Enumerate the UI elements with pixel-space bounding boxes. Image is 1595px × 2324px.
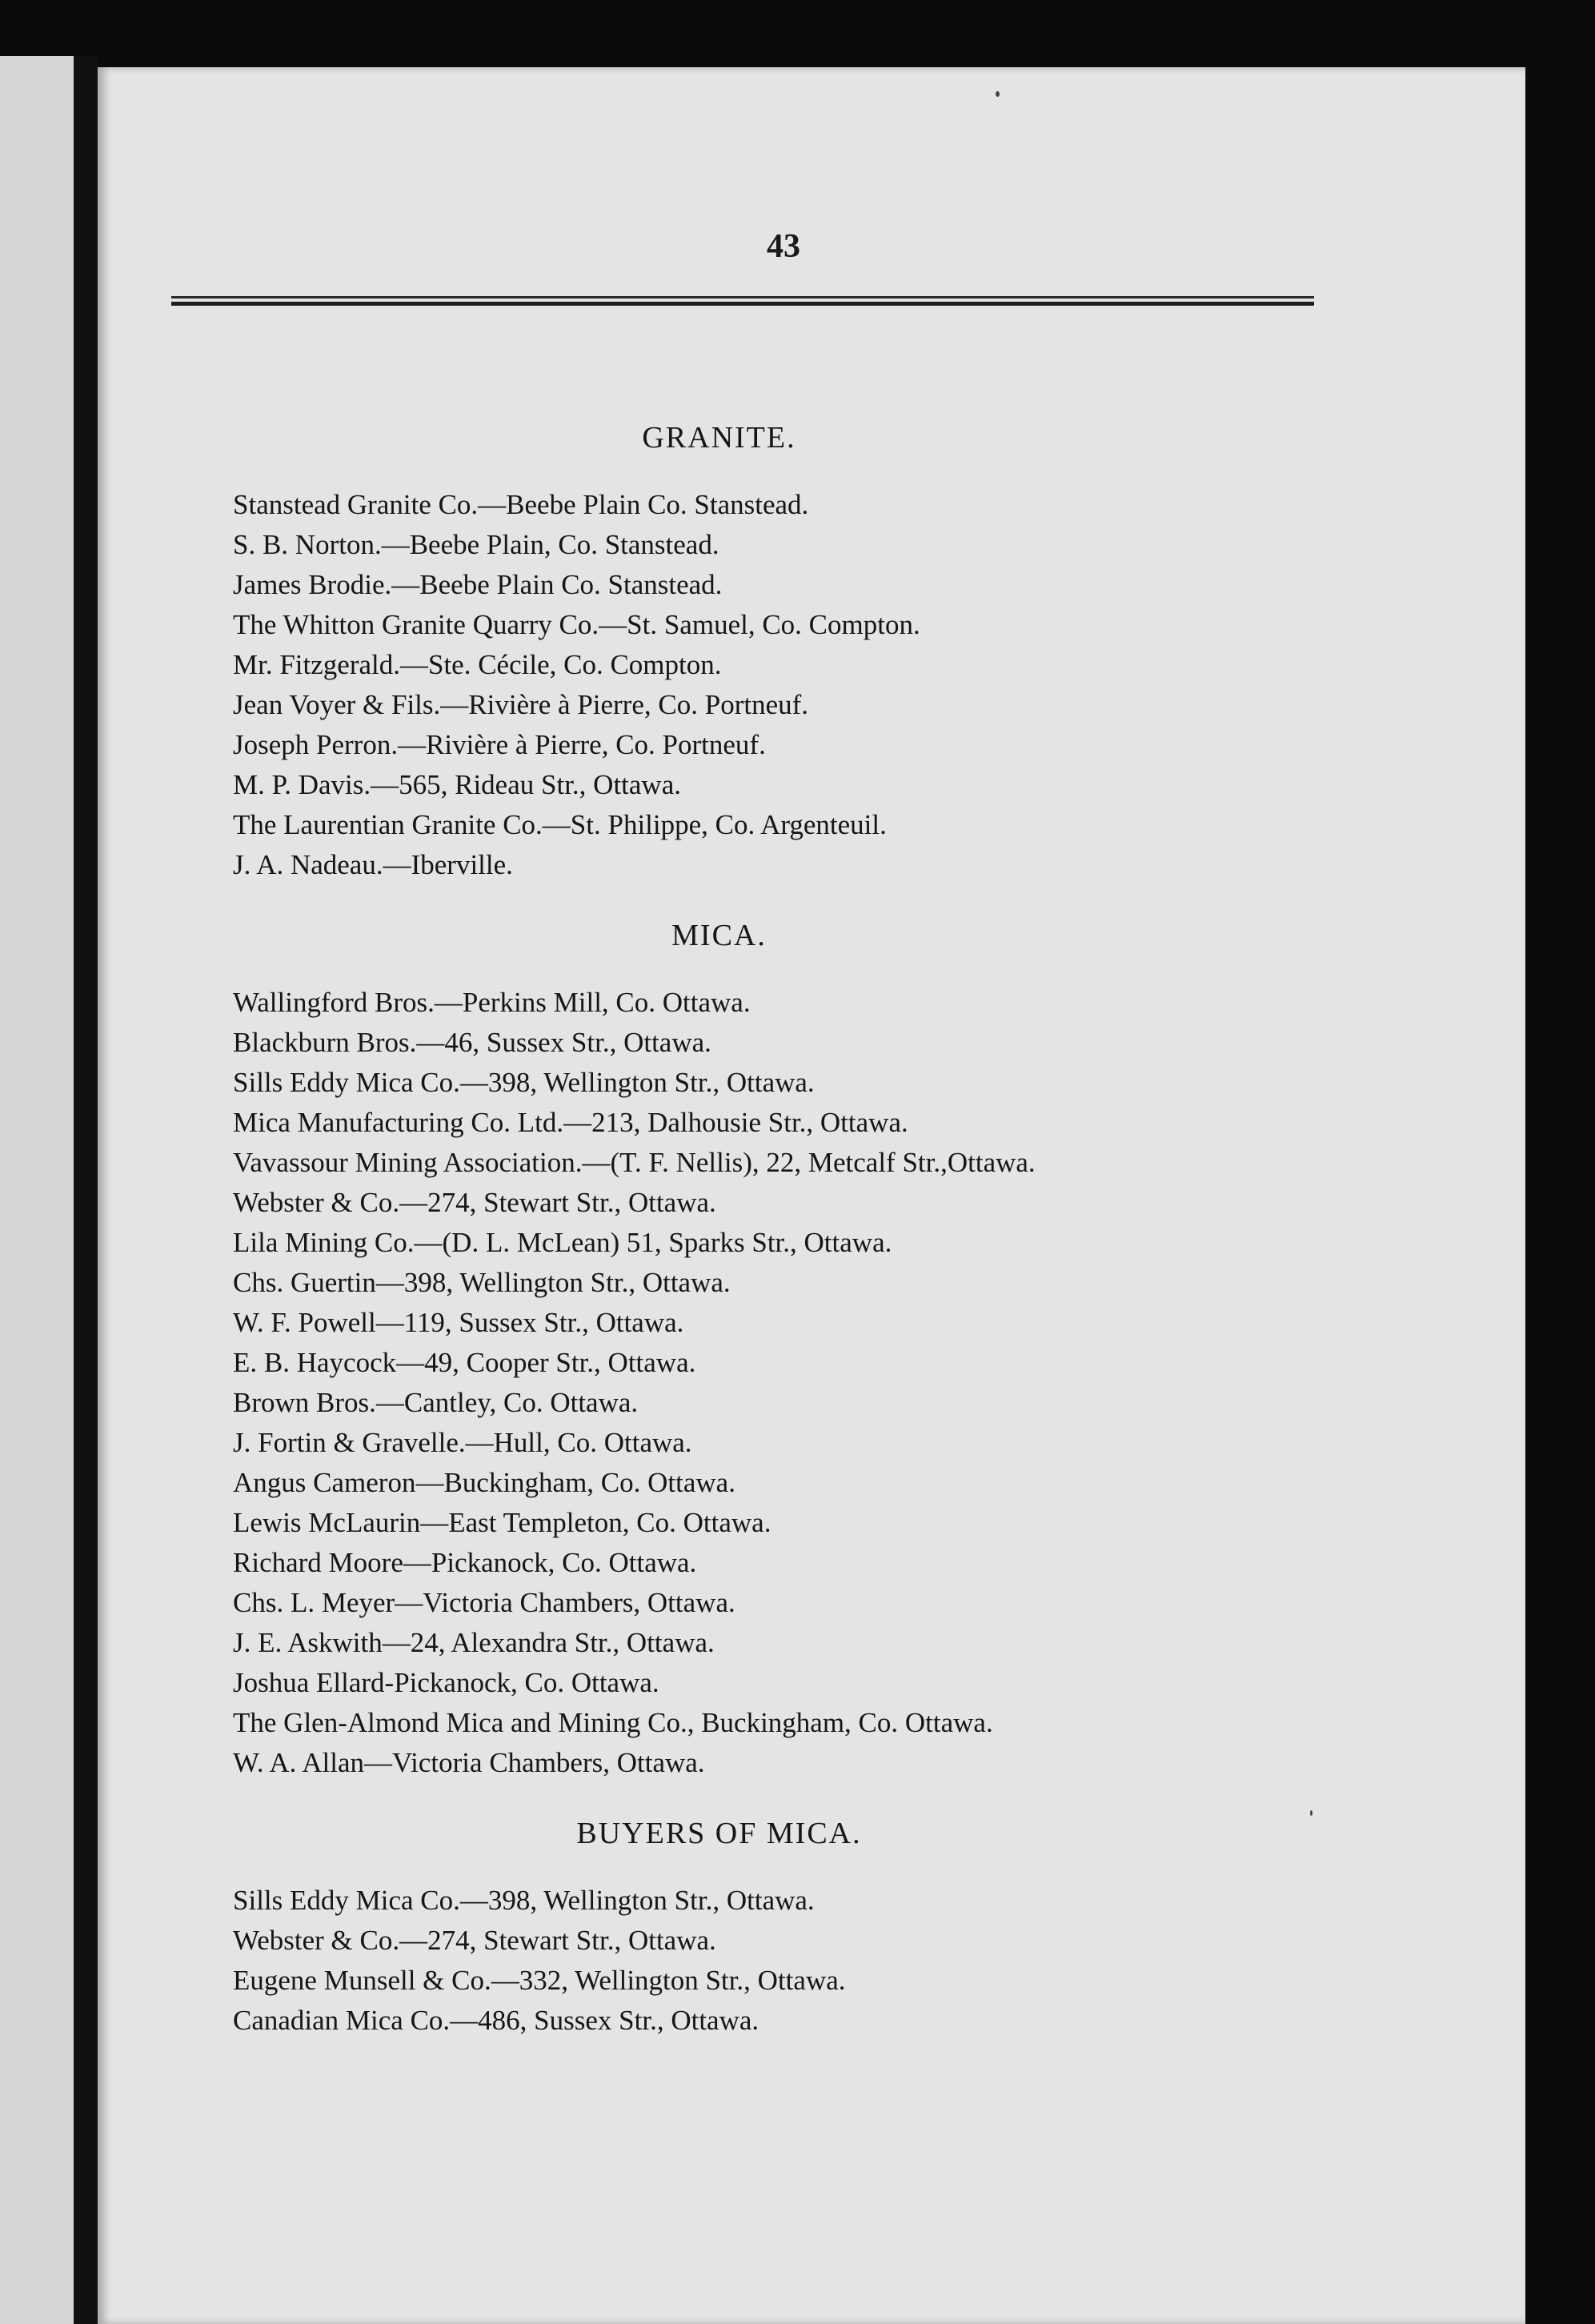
header-rule-thick — [171, 302, 1314, 306]
directory-entry: E. B. Haycock—49, Cooper Str., Ottawa. — [233, 1347, 696, 1378]
sections-container — [233, 411, 1481, 2041]
print-speck — [996, 91, 1000, 97]
directory-entry: Mr. Fitzgerald.—Ste. Cécile, Co. Compton. — [233, 649, 722, 680]
directory-entry: Sills Eddy Mica Co.—398, Wellington Str., Ottawa. — [233, 1067, 815, 1098]
directory-entry: Mica Manufacturing Co. Ltd.—213, Dalhousie Str., Ottawa. — [233, 1107, 908, 1138]
directory-entry: Joshua Ellard-Pickanock, Co. Ottawa. — [233, 1667, 659, 1698]
directory-entry: Richard Moore—Pickanock, Co. Ottawa. — [233, 1547, 697, 1578]
book-page — [98, 67, 1525, 2324]
directory-entry: Chs. Guertin—398, Wellington Str., Ottawa. — [233, 1267, 731, 1298]
directory-entry: S. B. Norton.—Beebe Plain, Co. Stanstead. — [233, 529, 719, 560]
directory-entry: Vavassour Mining Association.—(T. F. Nellis), 22, Metcalf Str.,Ottawa. — [233, 1147, 1036, 1178]
directory-entry: The Laurentian Granite Co.—St. Philippe, Co. Argenteuil. — [233, 809, 887, 840]
directory-entry: Webster & Co.—274, Stewart Str., Ottawa. — [233, 1925, 716, 1956]
directory-entry: W. F. Powell—119, Sussex Str., Ottawa. — [233, 1307, 684, 1338]
directory-entry: Lila Mining Co.—(D. L. McLean) 51, Sparks Str., Ottawa. — [233, 1227, 892, 1258]
directory-entry: W. A. Allan—Victoria Chambers, Ottawa. — [233, 1747, 705, 1778]
directory-entry: J. E. Askwith—24, Alexandra Str., Ottawa. — [233, 1627, 715, 1658]
page-gutter — [74, 56, 98, 2324]
directory-entry: Angus Cameron—Buckingham, Co. Ottawa. — [233, 1467, 735, 1498]
directory-entry: Brown Bros.—Cantley, Co. Ottawa. — [233, 1387, 639, 1418]
section-heading: MICA. — [671, 919, 767, 952]
directory-content — [233, 411, 1481, 2041]
directory-entry: J. Fortin & Gravelle.—Hull, Co. Ottawa. — [233, 1427, 692, 1458]
directory-entry: Lewis McLaurin—East Templeton, Co. Ottawa. — [233, 1507, 771, 1538]
directory-entry: Jean Voyer & Fils.—Rivière à Pierre, Co. Portneuf. — [233, 689, 809, 720]
directory-entry: Eugene Munsell & Co.—332, Wellington Str., Ottawa. — [233, 1965, 846, 1996]
directory-entry: M. P. Davis.—565, Rideau Str., Ottawa. — [233, 769, 681, 800]
directory-entry: Canadian Mica Co.—486, Sussex Str., Ottawa. — [233, 2005, 759, 2036]
directory-entry: James Brodie.—Beebe Plain Co. Stanstead. — [233, 569, 723, 600]
directory-entry: Chs. L. Meyer—Victoria Chambers, Ottawa. — [233, 1587, 735, 1618]
directory-entry: Blackburn Bros.—46, Sussex Str., Ottawa. — [233, 1027, 711, 1058]
directory-entry: Wallingford Bros.—Perkins Mill, Co. Ottawa. — [233, 987, 751, 1018]
directory-entry: Stanstead Granite Co.—Beebe Plain Co. Stanstead. — [233, 489, 809, 520]
section-heading: GRANITE. — [642, 421, 796, 455]
header-rule-thin — [171, 296, 1314, 299]
directory-entry: The Glen-Almond Mica and Mining Co., Buckingham, Co. Ottawa. — [233, 1707, 993, 1738]
directory-entry: Webster & Co.—274, Stewart Str., Ottawa. — [233, 1187, 716, 1218]
directory-entry: The Whitton Granite Quarry Co.—St. Samuel, Co. Compton. — [233, 609, 920, 640]
section-heading: BUYERS OF MICA. — [576, 1817, 862, 1850]
directory-entry: Sills Eddy Mica Co.—398, Wellington Str., Ottawa. — [233, 1885, 815, 1916]
page-number: 43 — [767, 228, 800, 265]
directory-entry: Joseph Perron.—Rivière à Pierre, Co. Portneuf. — [233, 729, 766, 760]
directory-entry: J. A. Nadeau.—Iberville. — [233, 849, 513, 880]
facing-page-edge — [0, 56, 74, 2324]
